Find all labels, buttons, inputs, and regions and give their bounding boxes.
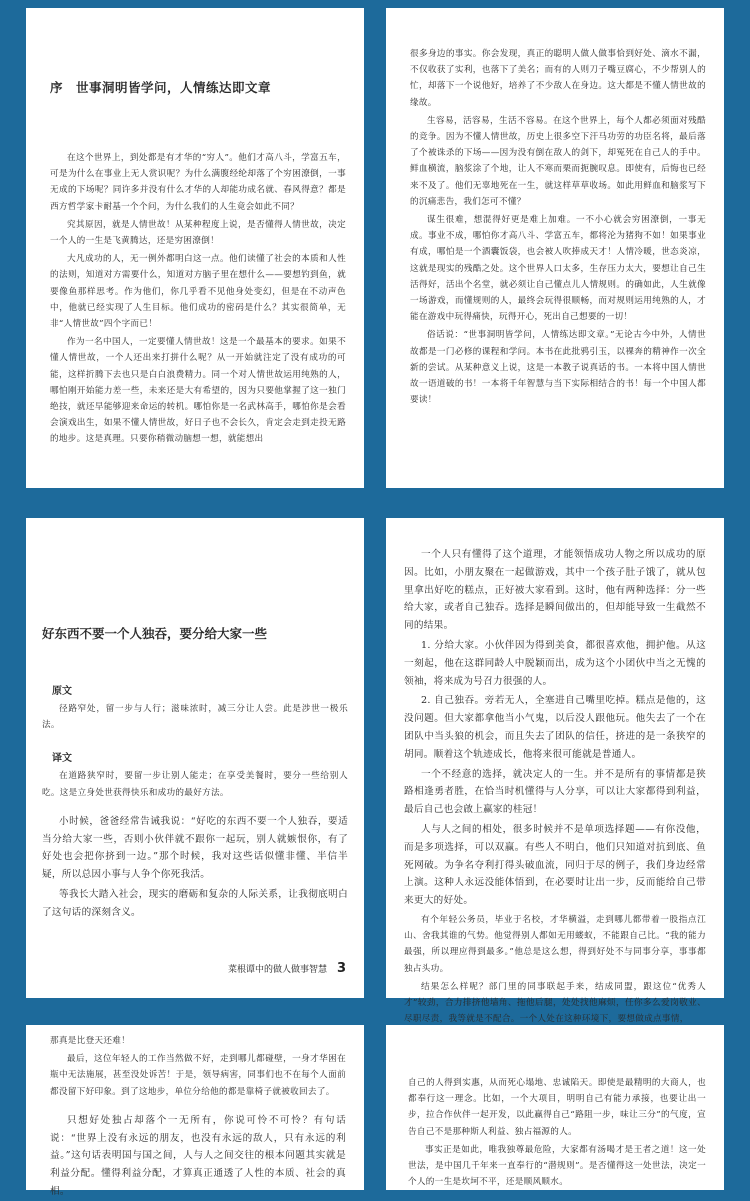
original-text-heading: 原文	[52, 686, 72, 697]
chapter-title: 好东西不要一个人独吞，要分给大家一些	[42, 626, 268, 641]
paragraph: 很多身边的事实。你会发现，真正的聪明人做人做事恰到好处、滴水不漏，不仅收获了实利，也落下了美名；而有的人则刀子嘴豆腐心，不少帮别人的忙，却落下一个说他好，培养了不少敌人在身边。这大都是不懂人情世故的缘故。	[410, 49, 706, 108]
original-text: 径路窄处，留一步与人行；滋味浓时，减三分让人尝。此是涉世一极乐法。	[42, 704, 348, 731]
paragraph: 有个年轻公务员，毕业于名校，才华横溢，走到哪儿都带着一股指点江山、舍我其谁的气势。他觉得别人都如无用蝼蚁，不能跟自己比。“我的能力最强，所以理应得到最多。”他总是这么想，得到好处不与同事分享，事事都独占头功。	[404, 914, 706, 974]
paragraph: 生容易，活容易，生活不容易。在这个世界上，每个人都必须面对残酷的竞争。因为不懂人情世故，历史上很多空下汗马功劳的功臣名将，最后落了个被诛杀的下场——因为没有倒在敌人的剑下，却冤死在自己人的手中。鲜血横流，脑浆涂了个地，让人不寒而栗而扼腕叹息。即使有，后悔也已经来不及了。他们无辜地死在一生，就这样草草收场。如此用鲜血和脑浆写下的沉痛悲告，我们怎可不懂？	[410, 115, 706, 207]
paragraph: 究其原因，就是人情世故！从某种程度上说，是否懂得人情世故，决定一个人的一生是飞黄腾达，还是穷困潦倒！	[50, 219, 346, 247]
paragraph: 只想好处独占却落个一无所有，你说可怜不可怜？有句话说：“世界上没有永远的朋友，也没有永远的敌人，只有永远的利益。”这句话表明国与国之间，人与人之间交往的根本问题其实就是利益分配。懂得利益分配，才算真正通透了人性的本质、社会的真相。	[50, 1114, 346, 1197]
paragraph: 俗话说：“世事洞明皆学问，人情练达即文章。”无论古今中外，人情世故都是一门必修的课程和学问。本书在此批鸦引玉，以裸奔的精神作一次全新的尝试。从某种意义上说，这是一本教子说真话的书。一本将中国人情世故一语道破的书！一本将千年智慧与当下实际相结合的书！每一个中国人都要读！	[410, 330, 706, 406]
paragraph: 自己的人得到实惠，从而死心塌地、忠诚陷天。即使是最精明的大商人，也都奉行这一理念。比如，一个大项目，明明自己有能力承接，也要让出一步，拉合作伙伴一起开发，以此赢得自己“路阻一步，味让三分”的气度，宣告自己不是那种斯人利益、独占福源的人。	[408, 1078, 706, 1137]
paragraph: 最后，这位年轻人的工作当然做不好，走到哪儿都碰壁，一身才华困在瓶中无法施展，甚至没处诉苦！于是，领导病害，同事们也不在每个人面前都没留下好印象。到了这地步，单位分给他的都是靠椅子就被收回去了。	[50, 1054, 346, 1097]
paragraph: 1. 分给大家。小伙伴因为得到美食，都很喜欢他，拥护他。从这一刻起，他在这群同龄人中脱颖而出，成为这个小团伙中当之无愧的领袖，将来成为号召力很强的人。	[404, 639, 706, 687]
book-page-preface-2	[386, 8, 724, 488]
paragraph: 等我长大踏入社会，现实的磨砺和复杂的人际关系，让我彻底明白了这句话的深刻含义。	[42, 889, 348, 918]
translation-text: 在道路狭窄时，要留一步让别人能走；在享受美餐时，要分一些给别人吃。这是立身处世获得快乐和成功的最好方法。	[42, 771, 348, 798]
footer-book-title: 菜根谭中的做人做事智慧	[227, 965, 327, 975]
book-page-chapter-6	[386, 1025, 724, 1190]
paragraph: 一个不经意的选择，就决定人的一生。并不是所有的事情都是狭路相逢勇者胜，在恰当时机懂得与人分享，可以让大家都得到利益，最后自己也会啟上赢家的桂冠！	[404, 768, 706, 816]
book-page-chapter-5	[26, 1025, 364, 1197]
book-page-chapter-4	[386, 518, 724, 1025]
page-footer	[228, 961, 346, 976]
paragraph: 作为一名中国人，一定要懂人情世故！这是一个最基本的要求。如果不懂人情世故，一个人还出来打拼什么呢？从一开始就注定了没有成功的可能，这样折腾下去也只是白白浪费精力。同一个对人情世故运用纯熟的人，哪怕刚开始能力差一些，未来还是大有希望的，因为只要他掌握了这一独门绝技，就还早能够迎来命运的转机。哪怕你是一名武林高手，哪怕你是会看会演戏出生，如果不懂人情世故，好日子也不会长久，肯定会走到走投无路的地步。这是真理。只要你稍微动脑想一想，就能想出	[50, 337, 346, 445]
paragraph: 那真是比登天还难！	[50, 1036, 131, 1046]
paragraph: 在这个世界上，到处都是有才华的“穷人”。他们才高八斗，学富五车，可是为什么在事业上无人赏识呢？为什么满腹经纶却落了个穷困潦倒，一事无成的下场呢？同许多并没有什么才华的人却能功成名就、春风得意？都是西方哲学家卡耐基一个个问，为什么我们的人生竟会如此不同？	[50, 153, 346, 212]
paragraph: 事实正是如此，唯我独尊最危险，大家都有汤喝才是王者之道！这一处世法，是中国几千年来一直奉行的“潜规则”。是否懂得这一处世法，决定一个人的一生是坎坷不平，还是顺风顺水。	[408, 1144, 706, 1188]
paragraph: 结果怎么样呢？部门里的同事联起手来，结成同盟，跟这位“优秀人才”较劲，合力排挤他墙角、拖他后腿，处处找他麻烦，任你多么爱岗敬业、尽职尽责，我等就是不配合。一个人处在这种环境下，要想做成点事情，	[404, 981, 706, 1025]
book-page-chapter-3	[26, 518, 364, 998]
paragraph: 谋生很难，想混得好更是难上加难。一不小心就会穷困潦倒，一事无成。事业不成，哪怕你才高八斗、学富五车，都将沦为猪狗不如！如果事业有成，哪怕是一个酒囊饭袋，也会被人吹捧成天才！人情冷暖，世态炎凉，这就是现实的残酷之处。这个世界人口太多，生存压力太大，要想让自己生活得好，活出个名堂，就必须让自己懂点儿人情规则。的确如此，人生就像一场游戏，而懂规则的人，最终会玩得很顺畅，而对规则运用纯熟的人，才能在游戏中玩得痛快，玩得开心，死出自己想要的一切！	[410, 215, 706, 323]
paragraph: 大凡成功的人，无一例外都明白这一点。他们读懂了社会的本质和人性的法则，知道对方需要什么，知道对方脑子里在想什么——要想钓到鱼，就要像鱼那样思考。作为他们，你几乎看不见他身处变幻，但是在不动声色中，他就已经实现了人生目标。他们成功的密码是什么？其实很简单，无非“人情世故”四个字而已！	[50, 254, 346, 330]
page-number: 3	[336, 961, 346, 976]
paragraph: 一个人只有懂得了这个道理，才能领悟成功人物之所以成功的原因。比如，小朋友聚在一起做游戏，其中一个孩子肚子饿了，就从包里拿出好吃的糕点，正好被大家看到。这时，他有两种选择：分一些给大家，或者自己独吞。选择是瞬间做出的，但却能导致一生截然不同的结果。	[404, 549, 706, 632]
book-page-preface-1	[26, 8, 364, 488]
paragraph: 人与人之间的相处，很多时候并不是单项选择题——有你没他，而是多项选择，可以双赢。有些人不明白，他们只知道对抗到底、鱼死网破。为争名夺利打得头破血流，同归于尽的例子，我们身边经常上演。这种人永远没能体悟到，在必要时让出一步，反而能给自己带来更大的好处。	[404, 823, 706, 907]
paragraph: 2. 自己独吞。旁若无人，全塞进自己嘴里吃掉。糕点是他的，这没问题。但大家都拿他当小气鬼，以后没人跟他玩。他失去了一个在团队中当头狼的机会，而且失去了团队的信任，挤进的是一条狭窄的胡同。顺着这个轨迹成长，他将来很可能就是普通人。	[404, 695, 706, 760]
preface-title: 序 世事洞明皆学问，人情练达即文章	[50, 80, 272, 95]
paragraph: 小时候，爸爸经常告诫我说：“好吃的东西不要一个人独吞，要适当分给大家一些，否则小伙伴就不跟你一起玩，别人就嫉恨你，有了好处也会把你挤到一边。”那个时候，我对这些话似懂非懂、半信半疑，所以总因小事与人争个你死我活。	[42, 815, 348, 881]
translation-heading: 译文	[52, 753, 72, 765]
